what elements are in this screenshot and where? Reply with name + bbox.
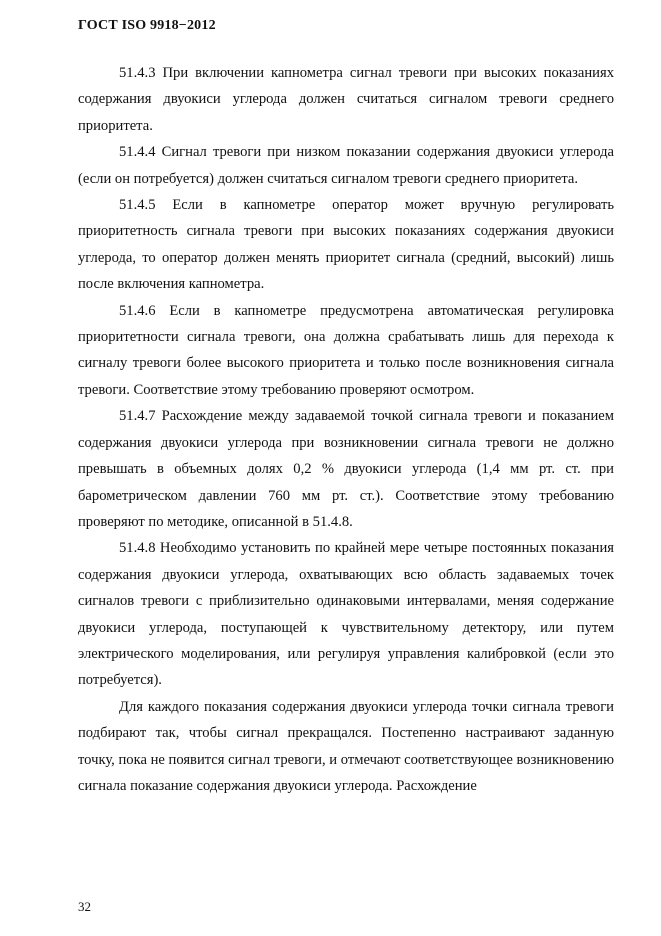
paragraph-51-4-3: 51.4.3 При включении капнометра сигнал тревоги при высоких показаниях содержания двуокиси углерода должен считаться сигналом тревоги среднего приоритета. [78,65,614,134]
document-header: ГОСТ ISO 9918−2012 [78,18,216,33]
document-body [78,60,614,799]
page-number: 32 [78,899,91,914]
paragraph-51-4-7: 51.4.7 Расхождение между задаваемой точкой сигнала тревоги и показанием содержания двуокиси углерода при возникновении сигнала тревоги не должно превышать в объемных долях 0,2 % двуокиси углерода (1,4 мм рт. ст. при барометрическом давлении 760 мм рт. ст.). Соответствие этому требованию проверяют по методике, описанной в 51.4.8. [78,408,614,530]
paragraph-51-4-8: 51.4.8 Необходимо установить по крайней мере четыре постоянных показания содержания двуокиси углерода, охватывающих всю область задаваемых точек сигналов тревоги с приблизительно одинаковыми интервалами, меняя содержание двуокиси углерода, поступающей к чувствительному детектору, или путем электрического моделирования, или регулируя управления калибровкой (если это потребуется). [78,540,614,689]
paragraph-51-4-6: 51.4.6 Если в капнометре предусмотрена автоматическая регулировка приоритетности сигнала тревоги, она должна срабатывать лишь для перехода к сигналу тревоги более высокого приоритета и только после возникновения сигнала тревоги. Соответствие этому требованию проверяют осмотром. [78,302,614,398]
paragraph-51-4-5: 51.4.5 Если в капнометре оператор может вручную регулировать приоритетность сигнала тревоги при высоких показаниях содержания двуокиси углерода, то оператор должен менять приоритет сигнала (средний, высокий) лишь после включения капнометра. [78,197,614,293]
paragraph-51-4-4: 51.4.4 Сигнал тревоги при низком показании содержания двуокиси углерода (если он потребуется) должен считаться сигналом тревоги среднего приоритета. [78,144,614,187]
paragraph-continuation: Для каждого показания содержания двуокиси углерода точки сигнала тревоги подбирают так, чтобы сигнал прекращался. Постепенно настраивают заданную точку, пока не появится сигнал тревоги, и отмечают соответствующее возникновению сигнала показание содержания двуокиси углерода. Расхождение [78,698,614,794]
